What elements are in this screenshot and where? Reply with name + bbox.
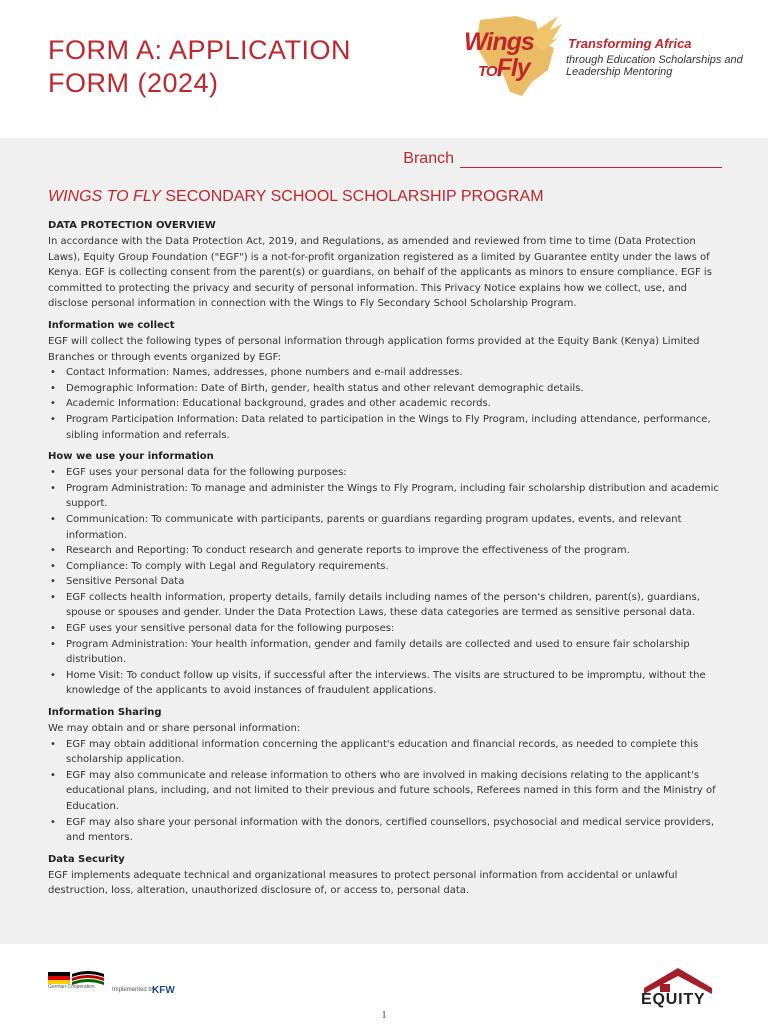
heading-info-collect: Information we collect [48,319,175,331]
form-content [0,138,768,944]
equity-logo-text: EQUITY [641,991,706,1008]
privacy-notice [48,218,722,899]
logo-text-tofly: TOFly [478,54,530,82]
list-item: • Contact Information: Names, addresses, phone numbers and e-mail addresses. [48,365,722,381]
german-cooperation-label: German Cooperation [48,984,95,990]
implemented-by-label: Implemented by: [112,987,157,993]
german-kenyan-flags-icon [48,968,106,998]
list-item: • EGF collects health information, property details, family details including names of the person's children, parent(s), guardians, spouse or spouses and gender. Under the Data Protection Laws, these data categories are termed as sensitive personal data. [48,590,722,621]
list-item: • Research and Reporting: To conduct research and generate reports to improve the effectiveness of the program. [48,543,722,559]
list-item: • EGF may also share your personal information with the donors, certified counsellors, psychosocial and medical service providers, and mentors. [48,815,722,846]
page-header [0,0,768,138]
info-collect-intro: EGF will collect the following types of personal information through application forms provided at the Equity Bank (Kenya) Limited Branches or through events organized by EGF: [48,335,700,363]
list-item: • EGF may obtain additional information concerning the applicant's education and financial records, as needed to complete this scholarship application. [48,737,722,768]
tagline-secondary: through Education Scholarships and Leadership Mentoring [566,54,743,78]
heading-info-use: How we use your information [48,451,214,463]
heading-data-protection: DATA PROTECTION OVERVIEW [48,220,216,231]
list-item: • Academic Information: Educational background, grades and other academic records. [48,396,722,412]
heading-info-sharing: Information Sharing [48,707,162,719]
branch-input-line[interactable] [460,151,722,168]
page-footer [0,944,768,1024]
list-item: • Demographic Information: Date of Birth, gender, health status and other relevant demographic details. [48,381,722,397]
branch-label: Branch [403,150,454,167]
list-item: • Program Participation Information: Data related to participation in the Wings to Fly Program, including attendance, performance, sibling information and referrals. [48,412,722,443]
wings-to-fly-logo [458,12,758,102]
list-item: • Home Visit: To conduct follow up visits, if successful after the interviews. The visits are structured to be impromptu, without the knowledge of the applicants to avoid instances of fraudulent applications. [48,668,722,699]
list-item: • EGF uses your personal data for the following purposes: [48,465,722,481]
page-title: FORM A: APPLICATION FORM (2024) [48,35,352,98]
list-item: • Sensitive Personal Data [48,574,722,590]
list-item: • Program Administration: To manage and administer the Wings to Fly Program, including fair scholarship distribution and academic support. [48,481,722,512]
heading-data-security: Data Security [48,853,125,865]
info-collect-list [48,365,722,443]
branch-field[interactable] [403,150,722,168]
tagline-primary: Transforming Africa [568,36,692,51]
info-use-list [48,465,722,699]
page-number: 1 [381,1010,387,1021]
list-item: • Compliance: To comply with Legal and Regulatory requirements. [48,559,722,575]
data-protection-body: In accordance with the Data Protection Act, 2019, and Regulations, as amended and reviewed from time to time (Data Protection Laws), Equity Group Foundation ("EGF") is a not-for-profit organization registered as a limited by Guarantee entity under the laws of Kenya. EGF is collecting consent from the parent(s) or guardians, on behalf of the applicants as minors to ensure compliance. EGF is committed to protecting the privacy and security of personal information. This Privacy Notice explains how we collect, use, and disclose personal information in connection with the Wings to Fly Secondary School Scholarship Program. [48,236,712,310]
info-sharing-list [48,737,722,846]
list-item: • Communication: To communicate with participants, parents or guardians regarding program updates, events, and relevant information. [48,512,722,543]
data-security-body: EGF implements adequate technical and organizational measures to protect personal information from accidental or unlawful destruction, loss, alteration, unauthorized disclosure of, or access to, personal data. [48,869,678,897]
list-item: • EGF may also communicate and release information to others who are involved in making decisions relating to the applicant's educational plans, including, and not limited to their previous and future schools, Referees named in this form and the Ministry of Education. [48,768,722,815]
kfw-logo: KFW [152,985,175,996]
list-item: • Program Administration: Your health information, gender and family details are collected and used to ensure fair scholarship distribution. [48,637,722,668]
logo-text-wings: Wings [464,28,534,56]
info-sharing-intro: We may obtain and or share personal information: [48,723,301,735]
list-item: • EGF uses your sensitive personal data for the following purposes: [48,621,722,637]
program-title: WINGS TO FLY SECONDARY SCHOOL SCHOLARSHIP PROGRAM [48,188,544,205]
